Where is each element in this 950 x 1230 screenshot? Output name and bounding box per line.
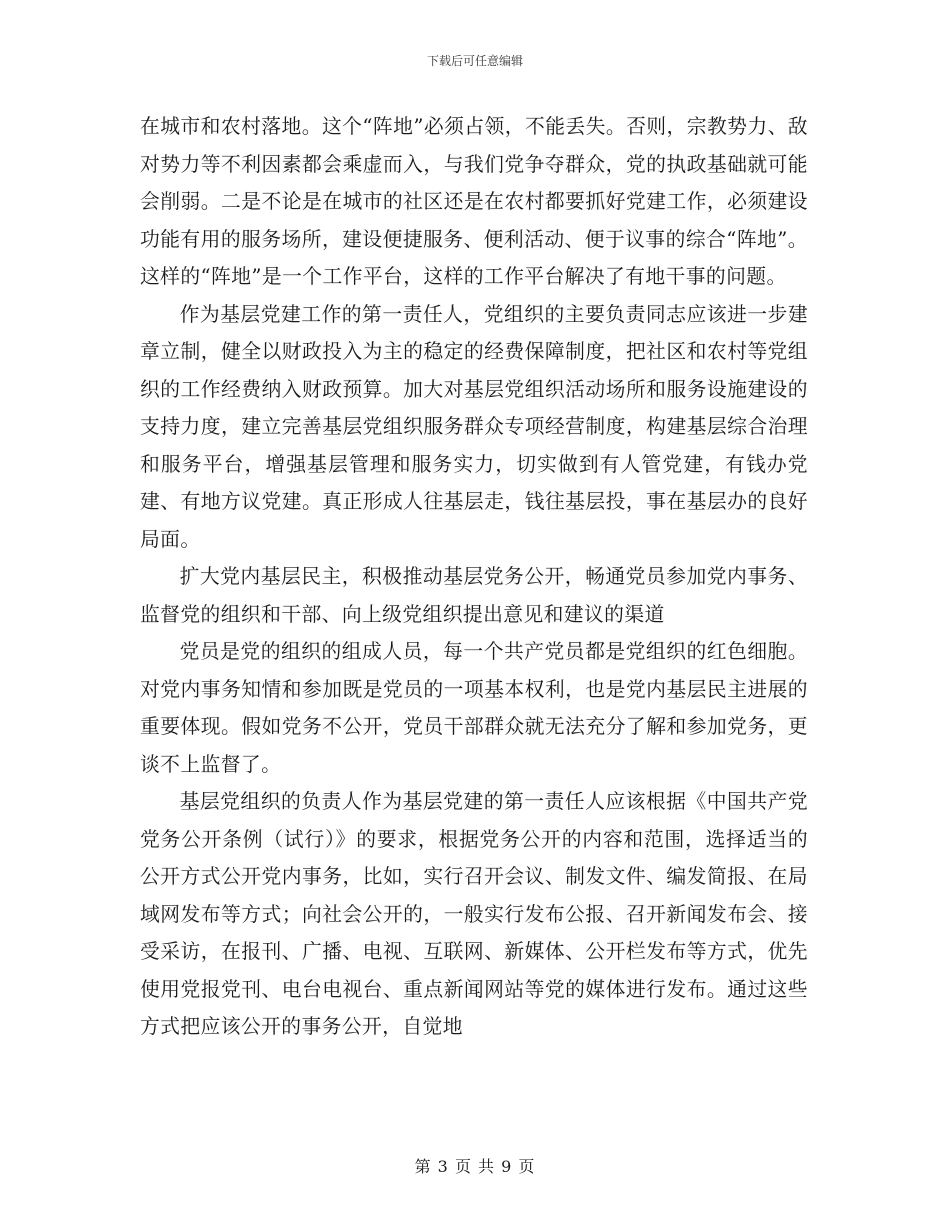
paragraph-1: 在城市和农村落地。这个“阵地”必须占领，不能丢失。否则，宗教势力、敌对势力等不利因素都会乘虚而入，与我们党争夺群众，党的执政基础就可能会削弱。二是不论是在城市的社区还是在农村都要抓好党建工作，必须建设功能有用的服务场所，建设便捷服务、便利活动、便于议事的综合“阵地”。这样的“阵地”是一个工作平台，这样的工作平台解决了有地干事的问题。 (140, 115, 808, 288)
paragraph-5: 基层党组织的负责人作为基层党建的第一责任人应该根据《中国共产党党务公开条例（试行）》的要求，根据党务公开的内容和范围，选择适当的公开方式公开党内事务，比如，实行召开会议、制发文件、编发简报、在局域网发布等方式；向社会公开的，一般实行发布公报、召开新闻发布会、接受采访，在报刊、广播、电视、互联网、新媒体、公开栏发布等方式，优先使用党报党刊、电台电视台、重点新闻网站等党的媒体进行发布。通过这些方式把应该公开的事务公开，自觉地 (140, 790, 808, 1038)
paragraph-3: 扩大党内基层民主，积极推动基层党务公开，畅通党员参加党内事务、监督党的组织和干部、向上级党组织提出意见和建议的渠道 (140, 565, 808, 626)
page-number-footer: 第 3 页 共 9 页 (414, 1157, 536, 1176)
paragraph-2: 作为基层党建工作的第一责任人，党组织的主要负责同志应该进一步建章立制，健全以财政投入为主的稳定的经费保障制度，把社区和农村等党组织的工作经费纳入财政预算。加大对基层党组织活动场所和服务设施建设的支持力度，建立完善基层党组织服务群众专项经营制度，构建基层综合治理和服务平台，增强基层管理和服务实力，切实做到有人管党建，有钱办党建、有地方议党建。真正形成人往基层走，钱往基层投，事在基层办的良好局面。 (140, 302, 808, 551)
page-header: 下载后可任意编辑 (426, 54, 523, 68)
paragraph-4: 党员是党的组织的组成人员，每一个共产党员都是党组织的红色细胞。对党内事务知情和参加既是党员的一项基本权利，也是党内基层民主进展的重要体现。假如党务不公开，党员干部群众就无法充分了解和参加党务，更谈不上监督了。 (140, 640, 808, 776)
document-body (140, 108, 808, 1046)
